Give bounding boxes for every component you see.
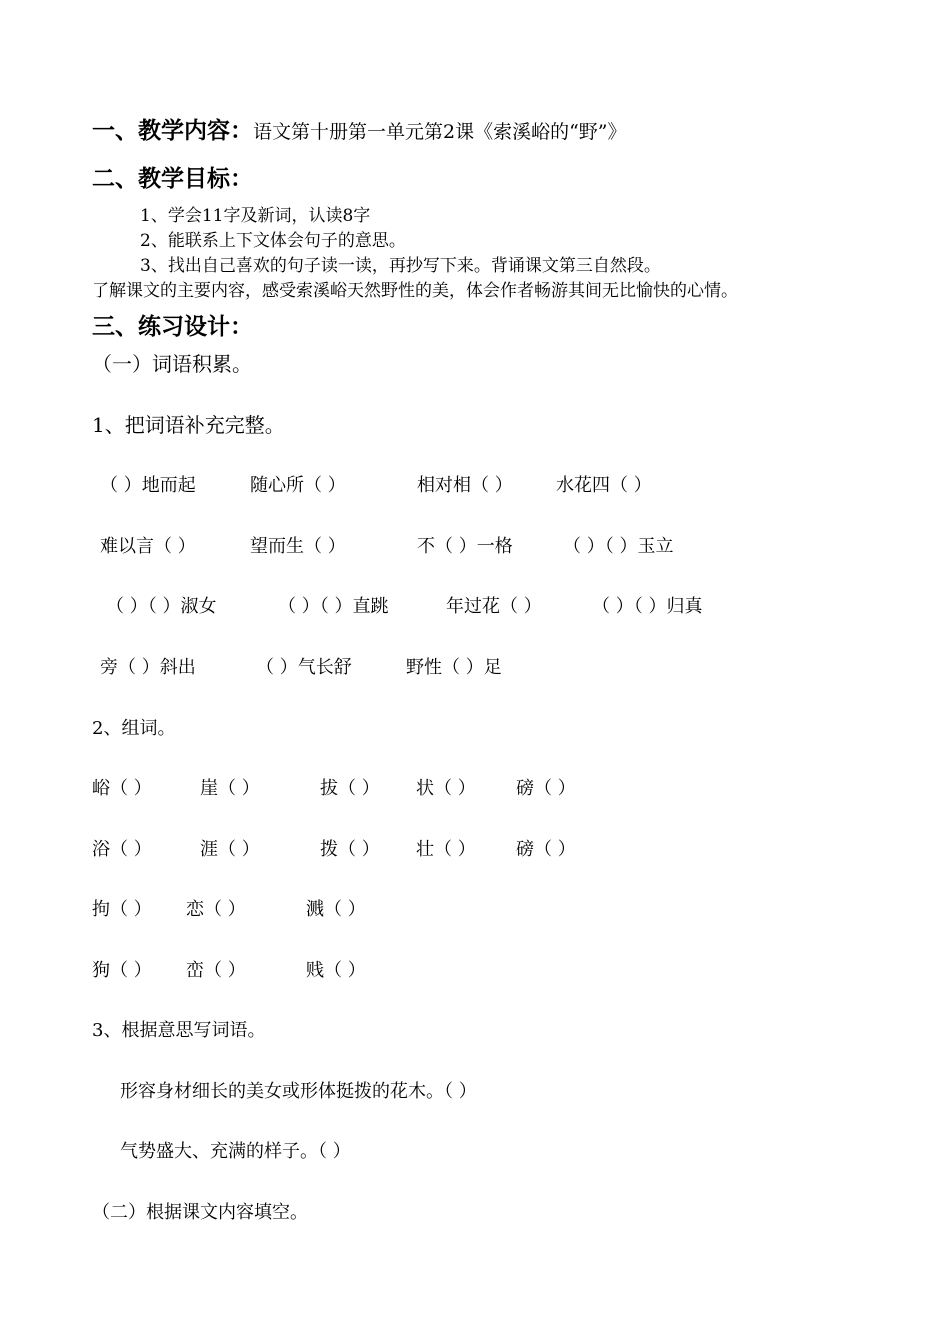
question-title: 1、把词语补充完整。 xyxy=(92,413,285,437)
word-group-item: 贱（ ） xyxy=(306,960,366,981)
word-group-item: 拘（ ） xyxy=(92,899,152,920)
section-heading: 三、练习设计： xyxy=(92,314,253,340)
word-group-item: 峪（ ） xyxy=(92,778,152,799)
word-group-item: 壮（ ） xyxy=(416,839,476,860)
question-title: 2、组词。 xyxy=(92,718,176,739)
fill-blank-item: （ ）（ ）淑女 xyxy=(106,596,217,617)
fill-blank-item: （ ）（ ）玉立 xyxy=(563,536,674,557)
question-title: 3、根据意思写词语。 xyxy=(92,1020,266,1041)
word-group-item: 状（ ） xyxy=(416,778,476,799)
goal-item: 3、找出自己喜欢的句子读一读，再抄写下来。背诵课文第三自然段。 xyxy=(140,256,661,276)
goal-item: 1、学会11字及新词，认读8字 xyxy=(140,206,371,226)
section-heading: 二、教学目标： xyxy=(92,166,253,192)
fill-blank-item: 随心所（ ） xyxy=(250,475,346,496)
fill-blank-item: 望而生（ ） xyxy=(250,536,346,557)
word-group-item: 拔（ ） xyxy=(320,778,380,799)
lesson-title: 语文第十册第一单元第2课《索溪峪的“野”》 xyxy=(253,121,627,143)
fill-blank-item: 难以言（ ） xyxy=(100,536,196,557)
definition-item: 气势盛大、充满的样子。（ ） xyxy=(120,1141,351,1162)
goal-extra: 了解课文的主要内容，感受索溪峪天然野性的美，体会作者畅游其间无比愉快的心情。 xyxy=(92,281,738,301)
definition-item: 形容身材细长的美女或形体挺拨的花木。（ ） xyxy=(120,1081,477,1102)
word-group-item: 涯（ ） xyxy=(200,839,260,860)
word-group-item: 磅（ ） xyxy=(516,839,576,860)
word-group-item: 恋（ ） xyxy=(186,899,246,920)
section-heading: 一、教学内容： xyxy=(92,118,253,144)
fill-blank-item: 不（ ）一格 xyxy=(417,536,513,557)
word-group-item: 拨（ ） xyxy=(320,839,380,860)
word-group-item: 崖（ ） xyxy=(200,778,260,799)
fill-blank-item: （ ）地而起 xyxy=(100,475,196,496)
goal-item: 2、能联系上下文体会句子的意思。 xyxy=(140,231,406,251)
word-group-item: 狗（ ） xyxy=(92,960,152,981)
fill-blank-item: 年过花（ ） xyxy=(446,596,542,617)
word-group-item: 溅（ ） xyxy=(306,899,366,920)
fill-blank-item: （ ）气长舒 xyxy=(256,657,352,678)
subsection-title: （一）词语积累。 xyxy=(92,352,252,376)
fill-blank-item: 相对相（ ） xyxy=(417,475,513,496)
subsection-title: （二）根据课文内容填空。 xyxy=(92,1202,308,1223)
word-group-item: 浴（ ） xyxy=(92,839,152,860)
fill-blank-item: 野性（ ）足 xyxy=(406,657,502,678)
word-group-item: 峦（ ） xyxy=(186,960,246,981)
fill-blank-item: （ ）（ ）归真 xyxy=(592,596,703,617)
fill-blank-item: 水花四（ ） xyxy=(556,475,652,496)
fill-blank-item: （ ）（ ）直跳 xyxy=(278,596,389,617)
fill-blank-item: 旁（ ）斜出 xyxy=(100,657,196,678)
word-group-item: 磅（ ） xyxy=(516,778,576,799)
teaching-content-line xyxy=(92,112,627,145)
